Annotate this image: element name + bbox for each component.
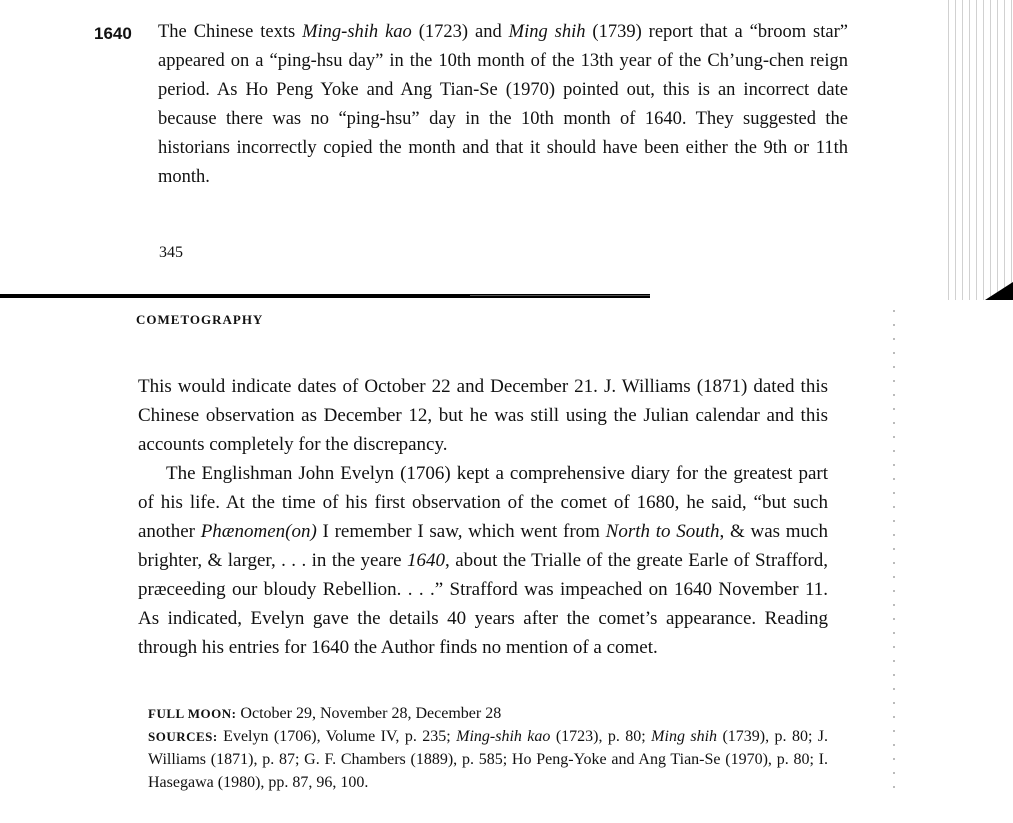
full-moon-label: FULL MOON:	[148, 706, 237, 721]
full-moon-text: October 29, November 28, December 28	[240, 705, 502, 722]
sources-label: SOURCES:	[148, 729, 218, 744]
body-paragraph-2: The Englishman John Evelyn (1706) kept a comprehensive diary for the greatest part of his life. At the time of his first observation of the comet of 1680, he said, “but such another Phænomen(on) I remember I saw, which went from North to South, & was much brighter, & larger, . . . in the yeare 1640, about the Trialle of the greate Earle of Strafford, præceeding our bloudy Rebellion. . . .” Strafford was impeached on 1640 November 11. As indicated, Evelyn gave the details 40 years after the comet’s appearance. Reading through his entries for 1640 the Author finds no mention of a comet.	[138, 463, 828, 658]
body-paragraph-1: This would indicate dates of October 22 and December 21. J. Williams (1871) dated this Chinese observation as December 12, but he was still using the Julian calendar and this accounts completely for the discrepancy.	[138, 376, 828, 455]
page-edge-shadow	[945, 0, 1013, 300]
margin-dots	[893, 310, 895, 790]
notes	[148, 702, 828, 794]
sources-text: Evelyn (1706), Volume IV, p. 235; Ming-shih kao (1723), p. 80; Ming shih (1739), p. 80; J. Williams (1871), p. 87; G. F. Chambers (1889), p. 585; Ho Peng-Yoke and Ang Tian-Se (1970), p. 80; I. Hasegawa (1980), pp. 87, 96, 100.	[148, 728, 829, 791]
full-moon-line	[148, 702, 828, 725]
sources-line	[148, 725, 828, 794]
top-paragraph: The Chinese texts Ming-shih kao (1723) and Ming shih (1739) report that a “broom star” appeared on a “ping-hsu day” in the 10th month of the 13th year of the Ch’ung-chen reign period. As Ho Peng Yoke and Ang Tian-Se (1970) pointed out, this is an incorrect date because there was no “ping-hsu” day in the 10th month of 1640. They suggested the historians incorrectly copied the month and that it should have been either the 9th or 11th month.	[158, 22, 848, 187]
page-number: 345	[159, 244, 183, 261]
entry-year: 1640	[94, 24, 132, 43]
body-text	[138, 372, 828, 662]
section-header: COMETOGRAPHY	[136, 312, 264, 327]
page-divider	[0, 294, 650, 298]
